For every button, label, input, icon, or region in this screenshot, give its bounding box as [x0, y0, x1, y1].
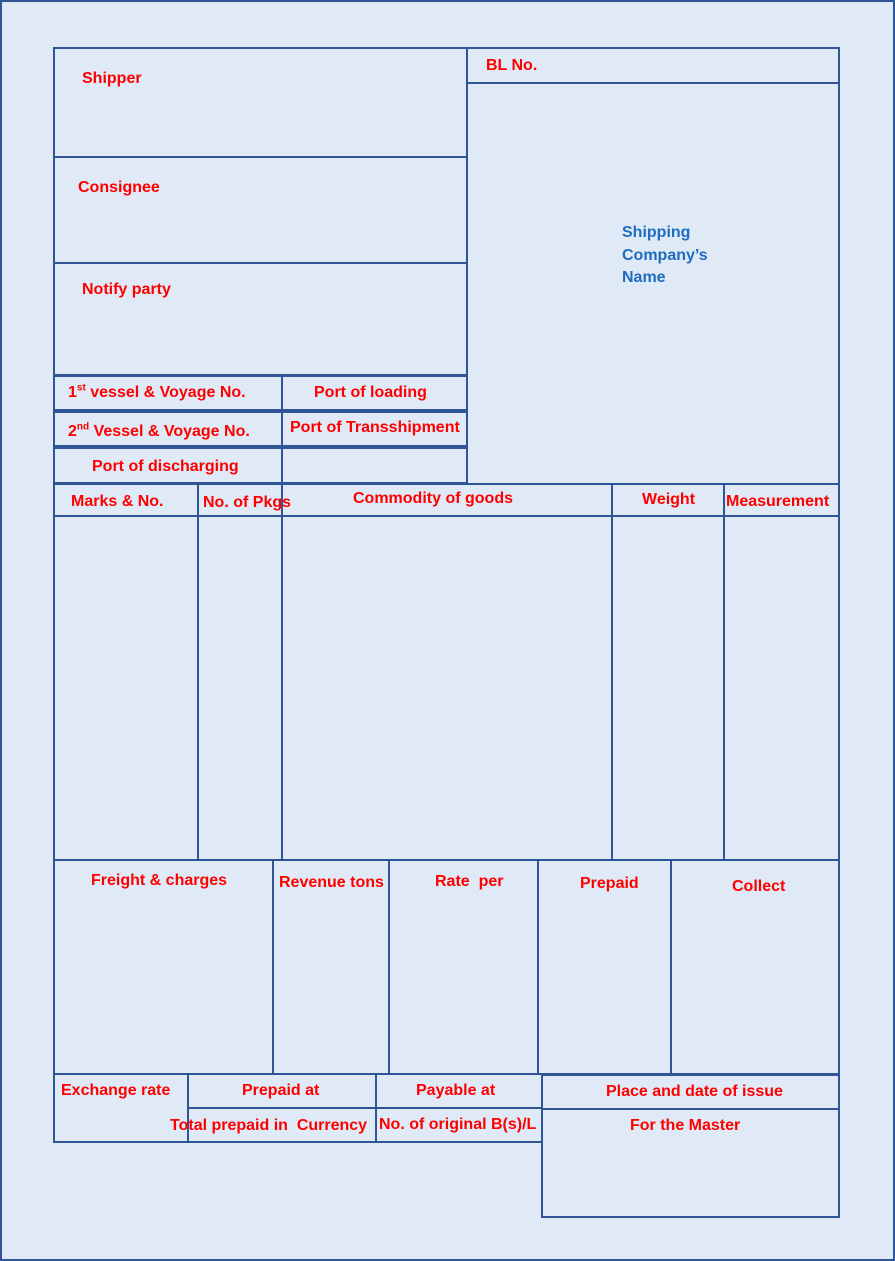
freight-charges-header: Freight & charges [91, 872, 228, 889]
shipping-company-name-label [622, 222, 708, 290]
original-bls-label: No. of original B(s)/L [379, 1116, 537, 1133]
first-vessel-label [68, 383, 246, 403]
measurement-header: Measurement [726, 493, 830, 510]
second-vessel-suffix: nd [76, 421, 90, 433]
for-the-master-label: For the Master [630, 1117, 741, 1134]
commodity-cell[interactable] [281, 515, 613, 861]
weight-header: Weight [642, 491, 696, 508]
place-date-issue-label: Place and date of issue [606, 1083, 783, 1100]
second-vessel-text: Vessel & Voyage No. [89, 423, 250, 440]
marks-cell[interactable] [53, 515, 199, 861]
freight-charges-cell[interactable] [53, 859, 274, 1075]
bl-no-label: BL No. [486, 57, 538, 74]
prepaid-at-label: Prepaid at [242, 1082, 320, 1099]
marks-header: Marks & No. [71, 493, 164, 510]
measurement-cell[interactable] [723, 515, 840, 861]
shipping-company-line-2: Company’s [622, 246, 708, 264]
pkgs-cell[interactable] [197, 515, 283, 861]
shipping-company-line-1: Shipping [622, 224, 691, 241]
notify-party-label: Notify party [82, 281, 171, 298]
first-vessel-ordinal: 1 [68, 384, 77, 401]
pkgs-header: No. of Pkgs [203, 494, 292, 511]
second-vessel-ordinal: 2 [68, 423, 77, 440]
rate-per-header: Rate per [435, 873, 504, 890]
consignee-box[interactable] [53, 156, 468, 264]
revenue-tons-header: Revenue tons [279, 874, 384, 891]
port-of-loading-label: Port of loading [314, 384, 427, 401]
first-vessel-suffix: st [76, 382, 86, 394]
shipping-company-line-3: Name [622, 269, 666, 286]
consignee-label: Consignee [78, 179, 160, 196]
prepaid-header: Prepaid [580, 875, 639, 892]
port-of-discharging-label: Port of discharging [92, 458, 239, 475]
collect-header: Collect [732, 878, 786, 895]
total-prepaid-label: Total prepaid in Currency [170, 1117, 368, 1134]
port-of-discharging-value-box[interactable] [281, 447, 468, 484]
exchange-rate-label: Exchange rate [61, 1082, 171, 1099]
commodity-header: Commodity of goods [353, 490, 513, 507]
port-of-transshipment-label: Port of Transshipment [290, 419, 460, 436]
weight-cell[interactable] [611, 515, 725, 861]
first-vessel-text: vessel & Voyage No. [85, 384, 246, 401]
payable-at-label: Payable at [416, 1082, 496, 1099]
second-vessel-label [68, 422, 250, 442]
shipper-box[interactable] [53, 47, 468, 158]
shipper-label: Shipper [82, 70, 142, 87]
